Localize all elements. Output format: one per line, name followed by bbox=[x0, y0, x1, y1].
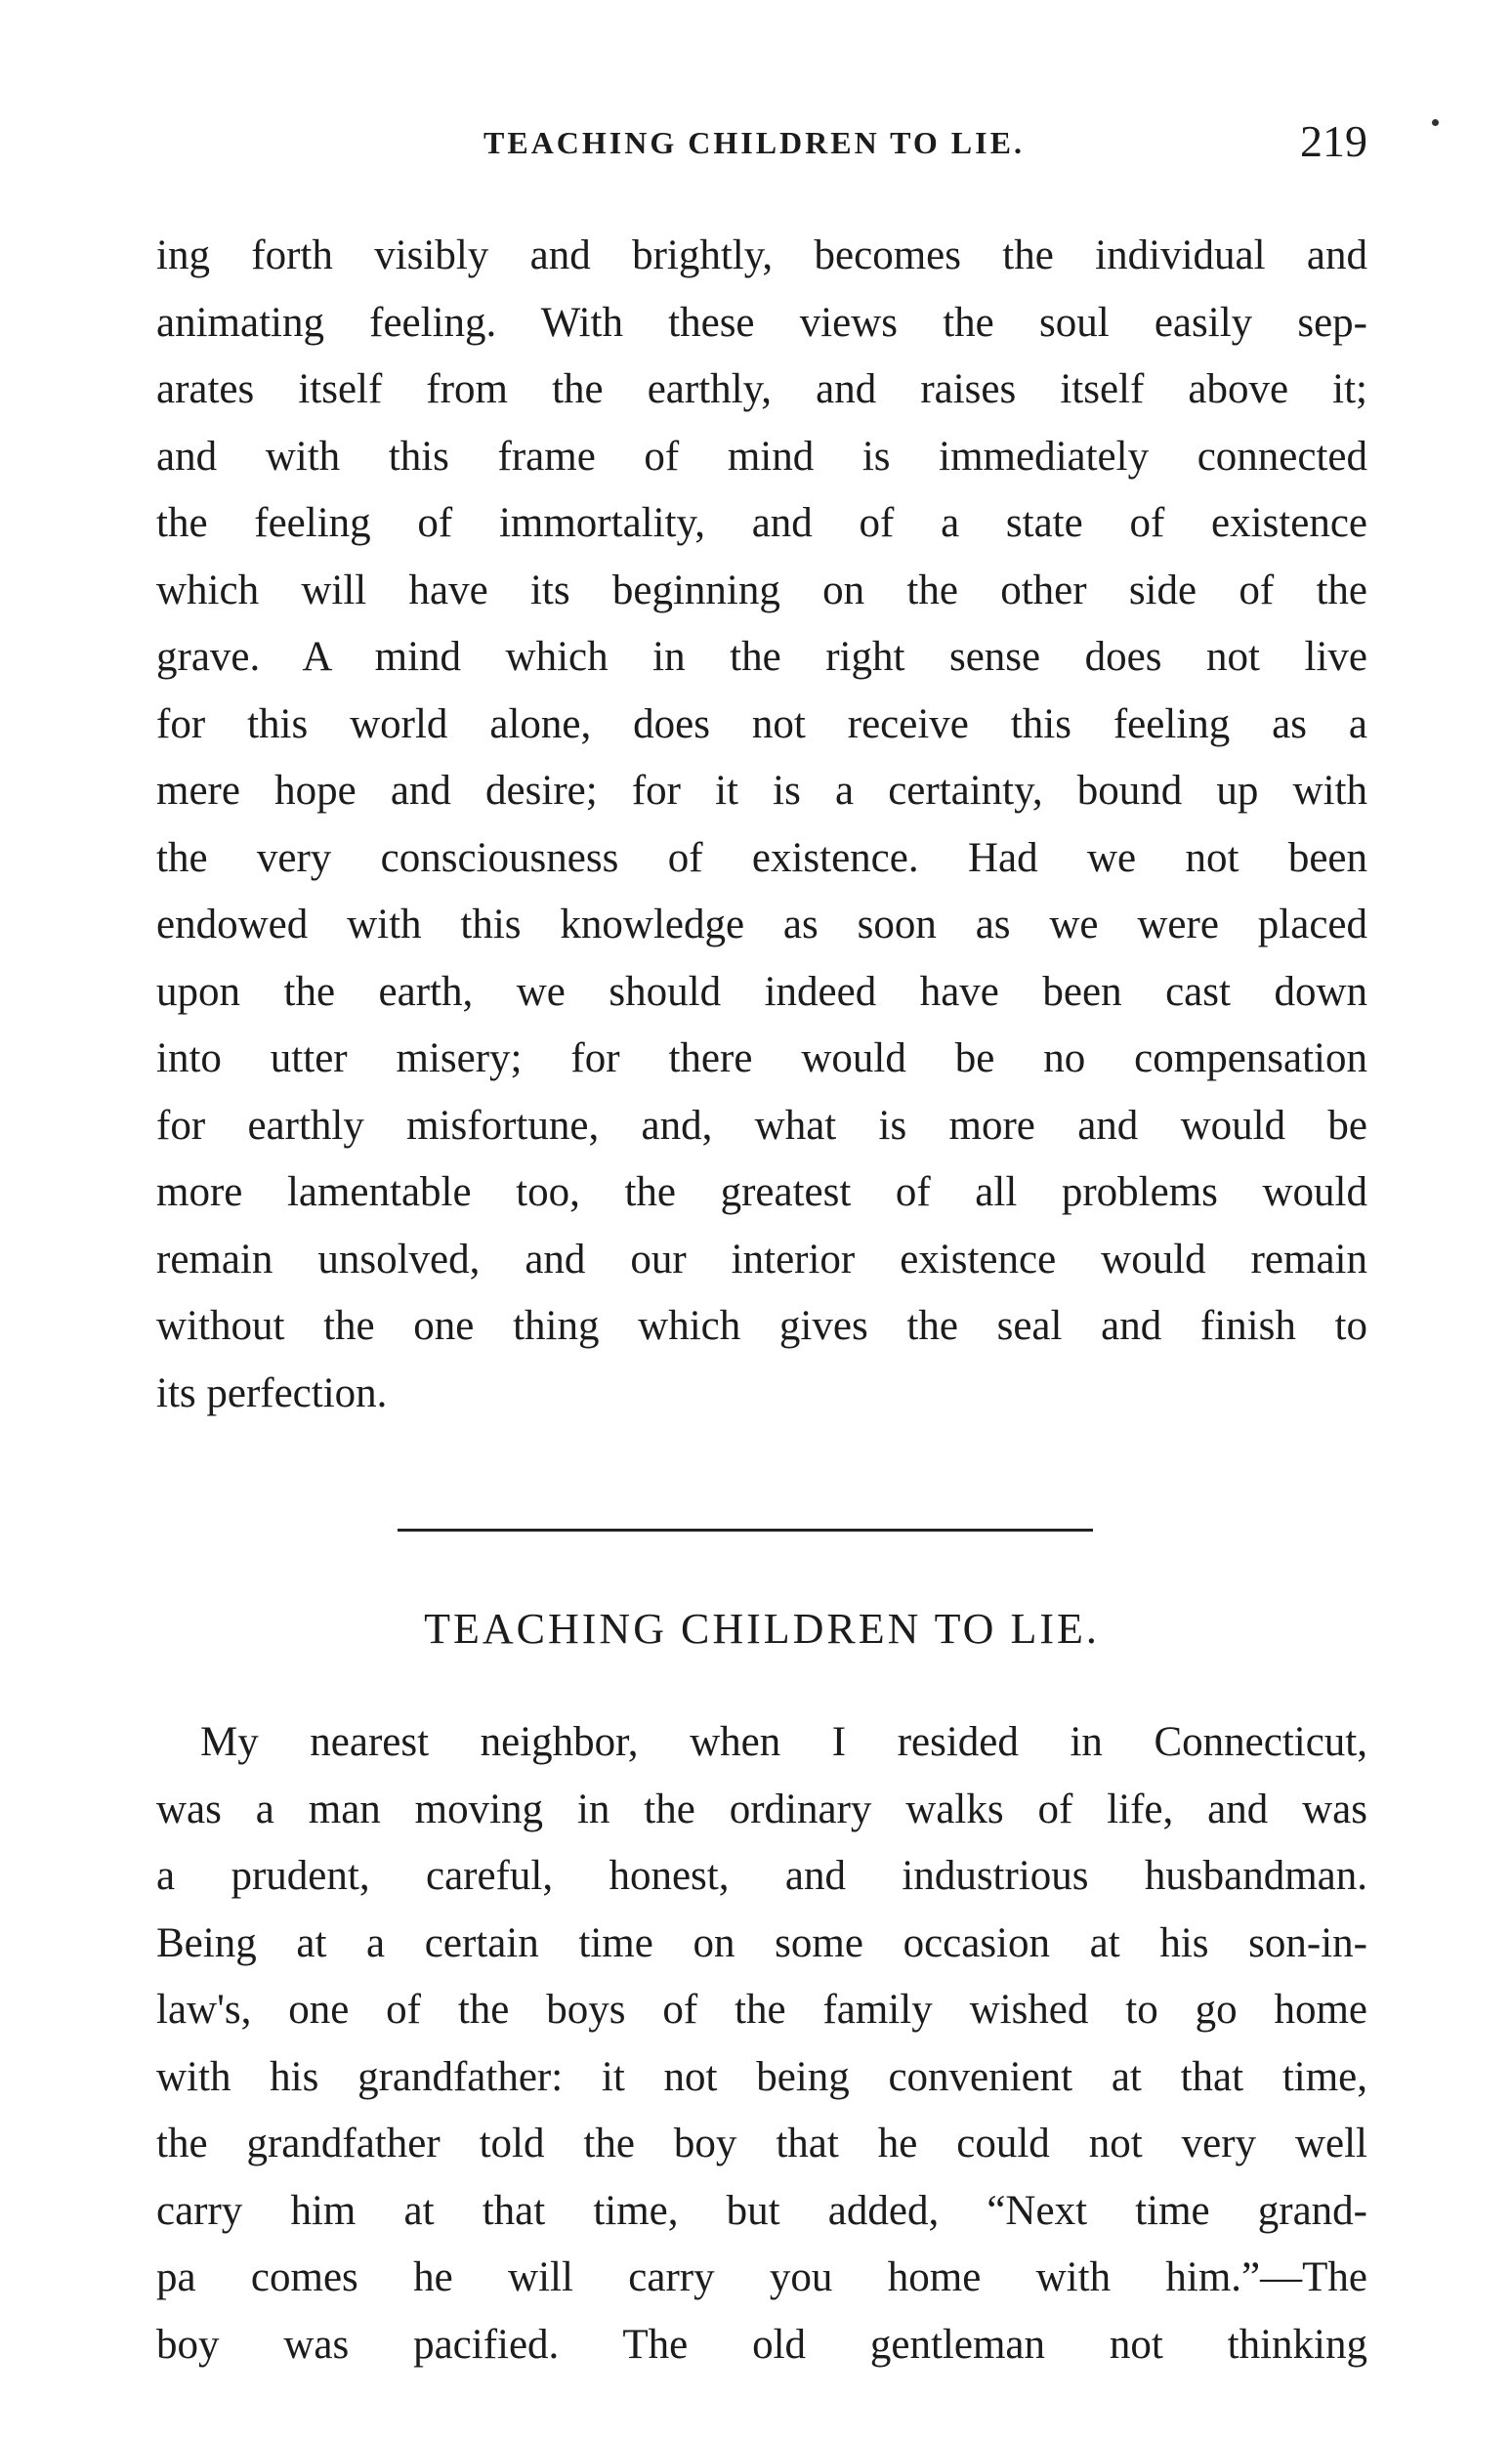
paragraph-immortality bbox=[156, 223, 1367, 1427]
text-line: Being at a certain time on some occasion at his son-in- bbox=[156, 1919, 1367, 1966]
text-line: its perfection. bbox=[156, 1369, 388, 1416]
text-line: mere hope and desire; for it is a certainty, bound up with bbox=[156, 768, 1367, 814]
text-line: the feeling of immortality, and of a state of existence bbox=[156, 500, 1367, 546]
text-line: ing forth visibly and brightly, becomes the individual and bbox=[156, 232, 1367, 278]
text-line: and with this frame of mind is immediately connected bbox=[156, 433, 1367, 480]
page-number: 219 bbox=[1300, 116, 1367, 166]
section-divider bbox=[398, 1529, 1093, 1532]
text-line: the grandfather told the boy that he could not very well bbox=[156, 2121, 1367, 2166]
text-line: endowed with this knowledge as soon as we were placed bbox=[156, 902, 1367, 947]
text-line: without the one thing which gives the seal and finish to bbox=[156, 1303, 1367, 1349]
text-line: carry him at that time, but added, “Next time grand- bbox=[156, 2187, 1367, 2234]
text-line: was a man moving in the ordinary walks of life, and was bbox=[156, 1786, 1367, 1832]
text-line: with his grandfather: it not being convenient at that time, bbox=[156, 2053, 1367, 2100]
text-line: for this world alone, does not receive this feeling as a bbox=[156, 700, 1367, 747]
text-line: pa comes he will carry you home with him.”—The bbox=[156, 2254, 1367, 2300]
running-title: TEACHING CHILDREN TO LIE. bbox=[483, 125, 1025, 160]
text-line: grave. A mind which in the right sense does not live bbox=[156, 634, 1367, 680]
text-line: arates itself from the earthly, and raises itself above it; bbox=[156, 366, 1367, 412]
text-line: into utter misery; for there would be no compensation bbox=[156, 1035, 1367, 1081]
text-line: the very consciousness of existence. Had we not been bbox=[156, 834, 1367, 881]
print-speck bbox=[1432, 119, 1439, 126]
text-line: My nearest neighbor, when I resided in Connecticut, bbox=[200, 1719, 1367, 1765]
running-head bbox=[156, 115, 1367, 174]
text-line: law's, one of the boys of the family wished to go home bbox=[156, 1987, 1367, 2033]
text-line: more lamentable too, the greatest of all problems would bbox=[156, 1169, 1367, 1215]
text-line: a prudent, careful, honest, and industrious husbandman. bbox=[156, 1853, 1367, 1899]
text-line: boy was pacified. The old gentleman not thinking bbox=[156, 2321, 1367, 2368]
paragraph-neighbor bbox=[156, 1709, 1367, 2378]
text-line: upon the earth, we should indeed have been cast down bbox=[156, 968, 1367, 1015]
text-line: animating feeling. With these views the soul easily sep- bbox=[156, 299, 1367, 346]
text-line: which will have its beginning on the other side of the bbox=[156, 567, 1367, 613]
text-line: remain unsolved, and our interior existence would remain bbox=[156, 1236, 1367, 1283]
text-line: for earthly misfortune, and, what is more and would be bbox=[156, 1102, 1367, 1149]
section-heading: TEACHING CHILDREN TO LIE. bbox=[424, 1605, 1100, 1653]
